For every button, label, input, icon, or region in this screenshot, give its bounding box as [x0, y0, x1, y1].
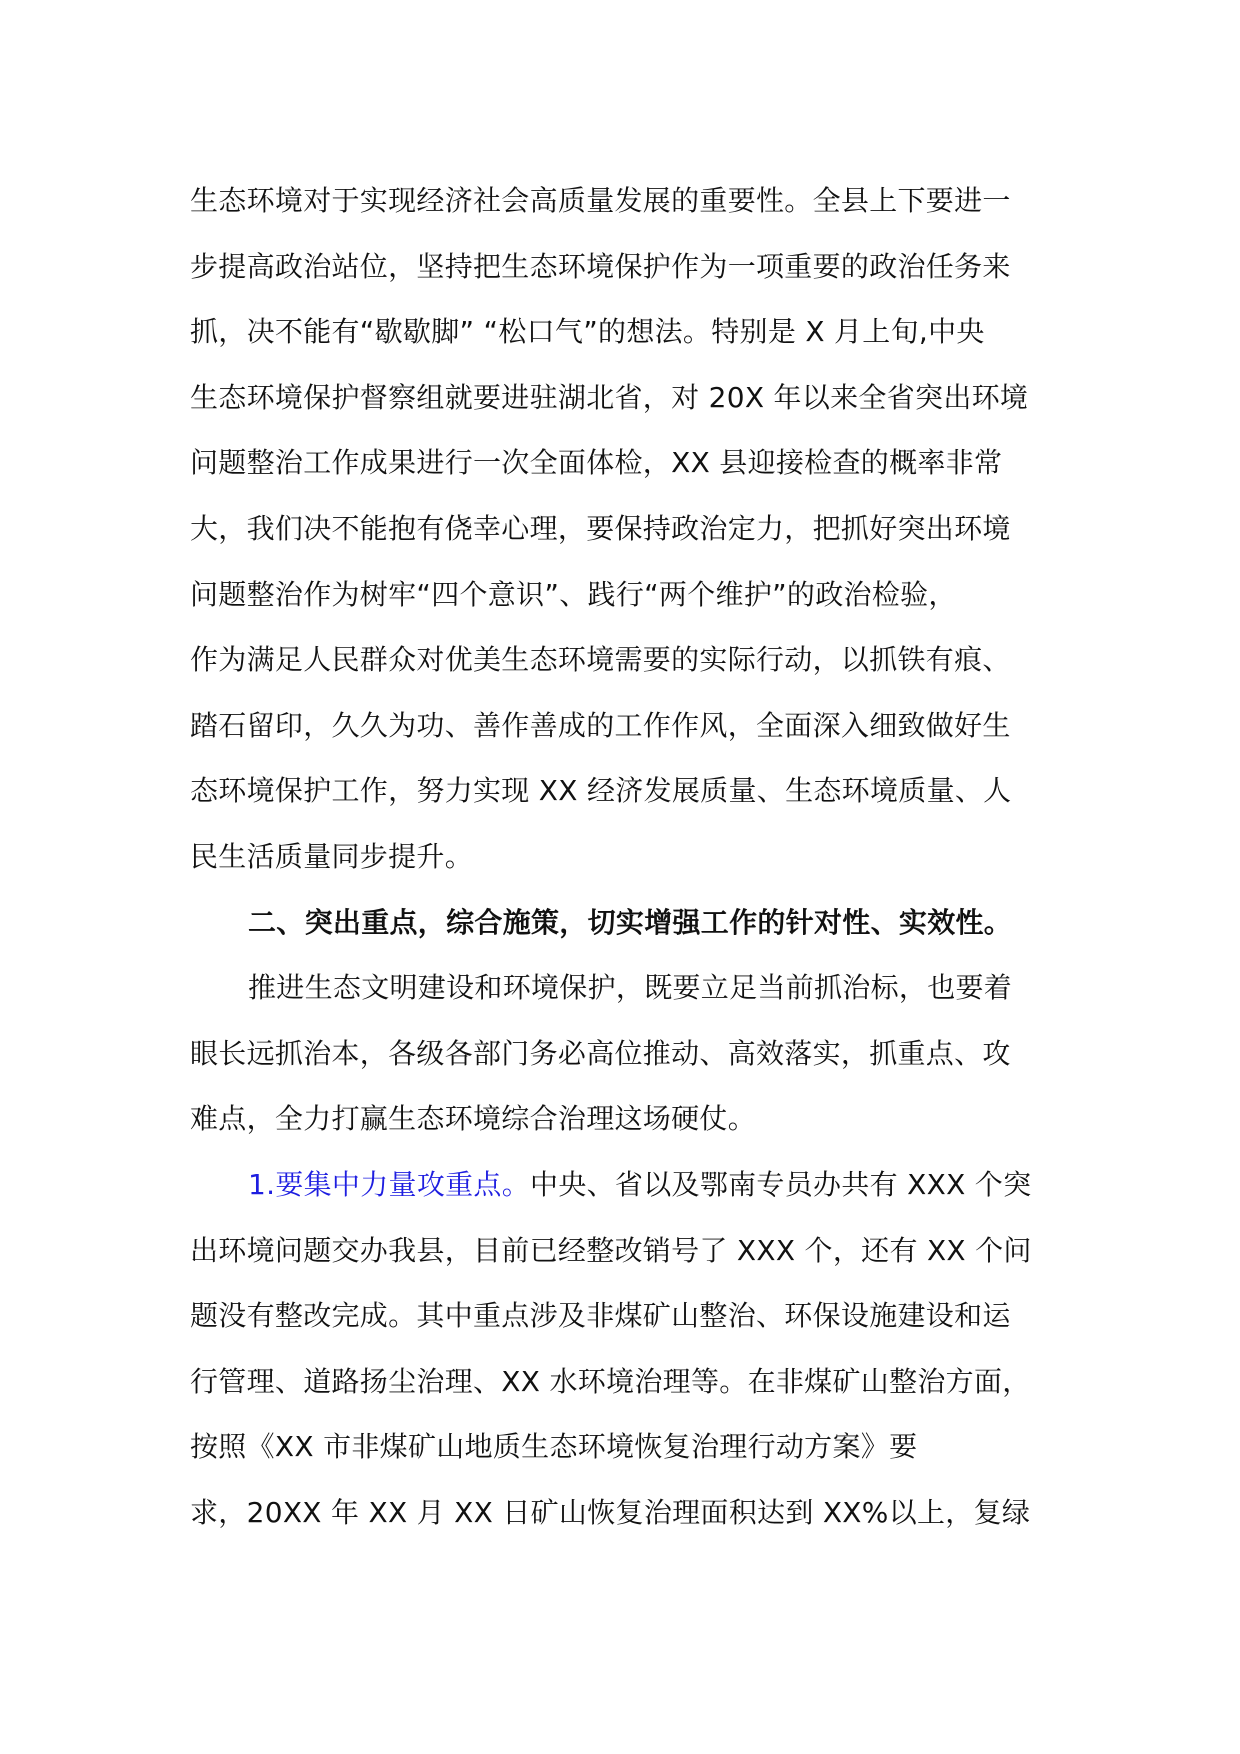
text-line: 民生活质量同步提升。 — [190, 839, 474, 873]
text-line: 态环境保护工作，努力实现 XX 经济发展质量、生态环境质量、人 — [190, 774, 1012, 808]
text-line: 推进生态文明建设和环境保护，既要立足当前抓治标，也要着 — [248, 971, 1013, 1005]
paragraph-2 — [190, 955, 1060, 1152]
item-1-paragraph — [190, 1152, 1060, 1546]
text-line: 题没有整改完成。其中重点涉及非煤矿山整治、环保设施建设和运 — [190, 1299, 1011, 1333]
text-line: 问题整治作为树牢“四个意识”、践行“两个维护”的政治检验， — [190, 577, 957, 611]
text-line: 步提高政治站位，坚持把生态环境保护作为一项重要的政治任务来 — [190, 249, 1011, 283]
document-body — [190, 168, 1060, 1545]
text-line: 生态环境保护督察组就要进驻湖北省，对 20X 年以来全省突出环境 — [190, 380, 1029, 414]
text-line: 按照《XX 市非煤矿山地质生态环境恢复治理行动方案》要 — [190, 1430, 918, 1464]
item-first-line-text: 中央、省以及鄂南专员办共有 XXX 个突 — [530, 1167, 1032, 1201]
text-line: 出环境问题交办我县，目前已经整改销号了 XXX 个，还有 XX 个问 — [190, 1233, 1032, 1267]
text-line: 大，我们决不能抱有侥幸心理，要保持政治定力，把抓好突出环境 — [190, 511, 1011, 545]
text-line: 问题整治工作成果进行一次全面体检，XX 县迎接检查的概率非常 — [190, 446, 1003, 480]
text-line: 行管理、道路扬尘治理、XX 水环境治理等。在非煤矿山整治方面， — [190, 1364, 1031, 1398]
item-title: 1.要集中力量攻重点。 — [248, 1167, 531, 1201]
text-line: 抓，决不能有“歇歇脚” “松口气”的想法。特别是 X 月上旬,中央 — [190, 315, 985, 349]
text-line — [190, 1152, 1060, 1218]
text-line: 作为满足人民群众对优美生态环境需要的实际行动，以抓铁有痕、 — [190, 643, 1011, 677]
text-line: 生态环境对于实现经济社会高质量发展的重要性。全县上下要进一 — [190, 184, 1011, 217]
text-line: 求，20XX 年 XX 月 XX 日矿山恢复治理面积达到 XX%以上，复绿 — [190, 1495, 1031, 1529]
text-line: 眼长远抓治本，各级各部门务必高位推动、高效落实，抓重点、攻 — [190, 1036, 1011, 1070]
text-line: 难点，全力打赢生态环境综合治理这场硬仗。 — [190, 1102, 757, 1136]
paragraph-1 — [190, 168, 1060, 890]
section-heading: 二、突出重点，综合施策，切实增强工作的针对性、实效性。 — [248, 905, 1013, 939]
text-line: 踏石留印，久久为功、善作善成的工作作风，全面深入细致做好生 — [190, 708, 1011, 742]
